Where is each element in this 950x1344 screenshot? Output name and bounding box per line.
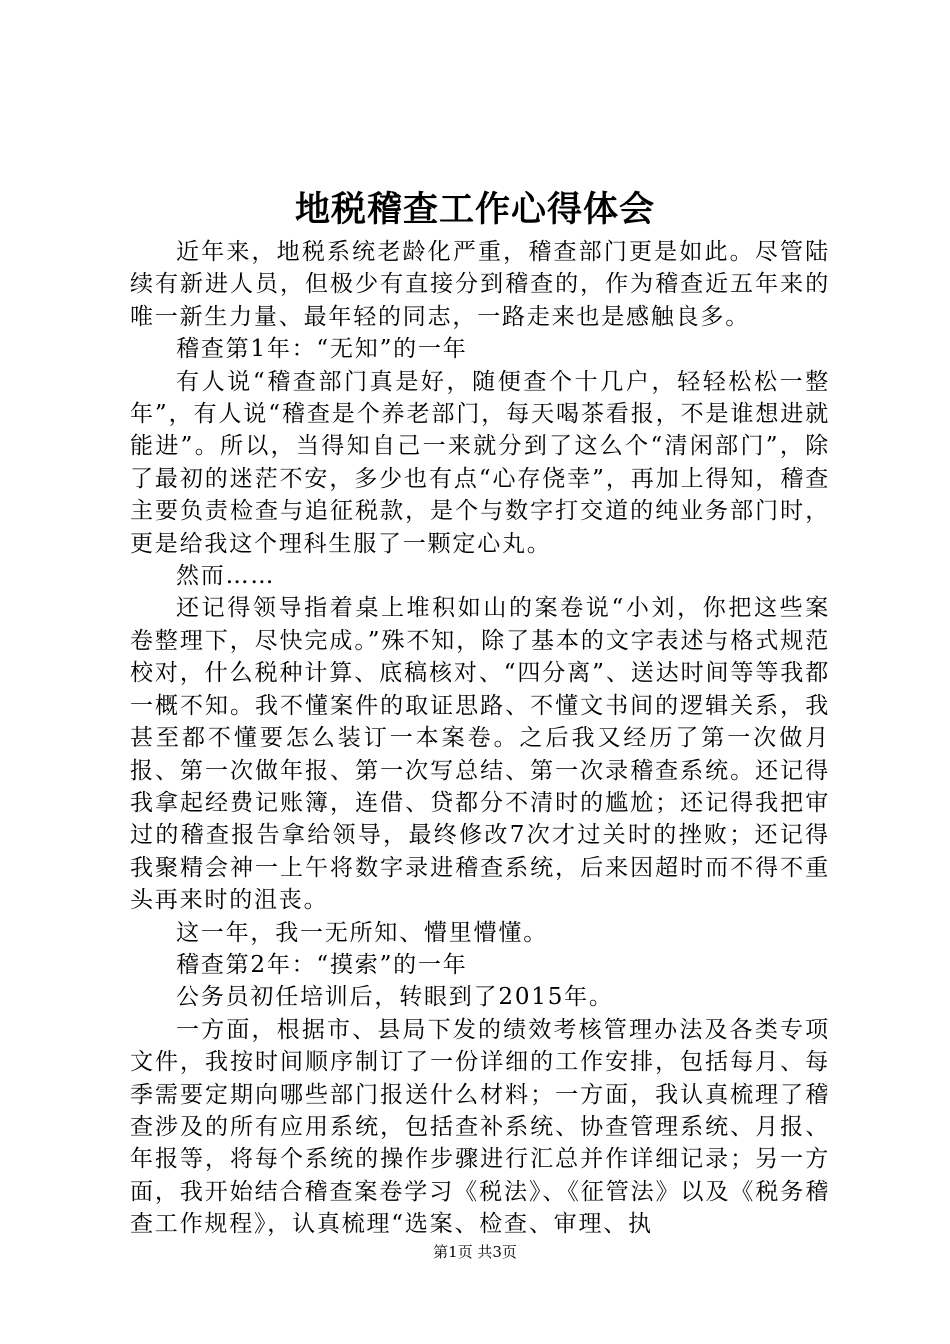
document-title: 地税稽查工作心得体会: [294, 189, 655, 230]
paragraph: 这一年，我一无所知、懵里懵懂。: [176, 919, 548, 946]
paragraph: 一方面，根据市、县局下发的绩效考核管理办法及各类专项文件，我按时间顺序制订了一份详细的工作安排，包括每月、每季需要定期向哪些部门报送什么材料；一方面，我认真梳理了稽查涉及的所有应用系统，包括查补系统、协查管理系统、月报、年报等，将每个系统的操作步骤进行汇总并作详细记录；另一方面，我开始结合稽查案卷学习《税法》、《征管法》以及《税务稽查工作规程》，认真梳理“选案、检查、审理、执: [130, 1016, 830, 1238]
paragraph: 还记得领导指着桌上堆积如山的案卷说“小刘，你把这些案卷整理下，尽快完成。”殊不知，除了基本的文字表述与格式规范校对，什么税种计算、底稿核对、“四分离”、送达时间等等我都一概不知。我不懂案件的取证思路、不懂文书间的逻辑关系，我甚至都不懂要怎么装订一本案卷。之后我又经历了第一次做月报、第一次做年报、第一次写总结、第一次录稽查系统。还记得我拿起经费记账簿，连借、贷都分不清时的尴尬；还记得我把审过的稽查报告拿给领导，最终修改7次才过关时的挫败；还记得我聚精会神一上午将数字录进稽查系统，后来因超时而不得不重头再来时的沮丧。: [130, 595, 830, 914]
paragraph: 公务员初任培训后，转眼到了2015年。: [176, 984, 614, 1011]
section-heading: 稽查第2年：“摸索”的一年: [176, 951, 468, 978]
paragraph: 然而……: [176, 563, 276, 590]
paragraph: 有人说“稽查部门真是好，随便查个十几户，轻轻松松一整年”，有人说“稽查是个养老部门，每天喝茶看报，不是谁想进就能进”。所以，当得知自己一来就分到了这么个“清闲部门”，除了最初的迷茫不安，多少也有点“心存侥幸”，再加上得知，稽查主要负责检查与追征税款，是个与数字打交道的纯业务部门时，更是给我这个理科生服了一颗定心丸。: [130, 368, 830, 557]
document-body: [130, 236, 830, 1241]
page-number-footer: 第1页 共3页: [433, 1243, 517, 1261]
section-heading: 稽查第1年：“无知”的一年: [176, 336, 468, 363]
paragraph: 近年来，地税系统老龄化严重，稽查部门更是如此。尽管陆续有新进人员，但极少有直接分到稽查的，作为稽查近五年来的唯一新生力量、最年轻的同志，一路走来也是感触良多。: [130, 239, 830, 330]
